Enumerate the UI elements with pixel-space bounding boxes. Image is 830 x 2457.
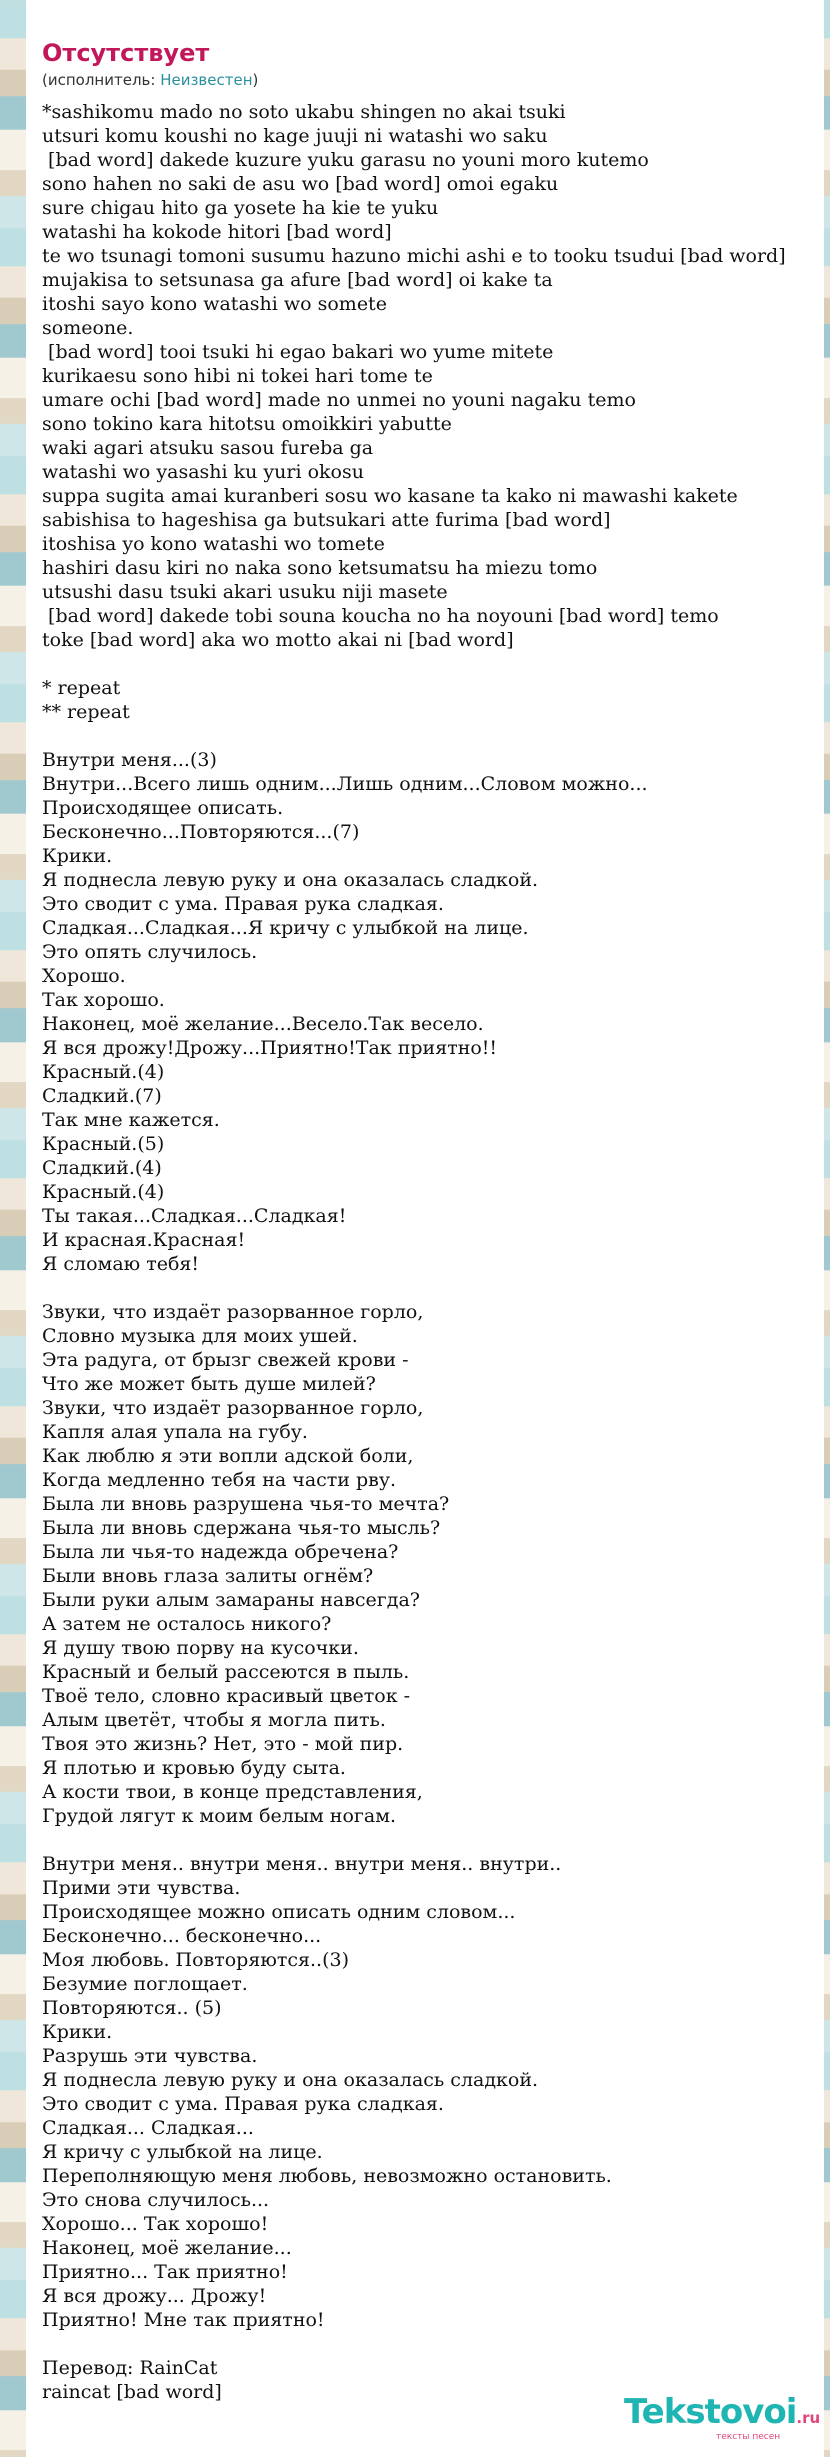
lyric-line: Разрушь эти чувства.: [42, 2045, 258, 2067]
lyric-line: watashi ha kokode hitori [bad word]: [42, 221, 392, 243]
lyric-line: Была ли чья-то надежда обречена?: [42, 1541, 399, 1563]
lyric-line: Я сломаю тебя!: [42, 1253, 200, 1275]
lyric-line: Крики.: [42, 845, 113, 867]
lyric-line: Были руки алым замараны навсегда?: [42, 1589, 420, 1611]
lyric-line: Я вся дрожу!Дрожу...Приятно!Так приятно!!: [42, 1037, 498, 1059]
lyric-line: Красный.(4): [42, 1061, 165, 1083]
lyric-line: Происходящее можно описать одним словом...: [42, 1901, 516, 1923]
lyric-line: А кости твои, в конце представления,: [42, 1781, 423, 1803]
lyric-line: Красный и белый рассеются в пыль.: [42, 1661, 410, 1683]
lyric-line: Внутри...Всего лишь одним...Лишь одним...Словом можно...: [42, 773, 648, 795]
lyric-line: [42, 1828, 824, 1852]
lyric-line: Так мне кажется.: [42, 1109, 220, 1131]
site-logo[interactable]: [624, 2392, 830, 2452]
lyric-line: Я вся дрожу... Дрожу!: [42, 2285, 267, 2307]
lyric-line: Это опять случилось.: [42, 941, 258, 963]
lyric-line: Прими эти чувства.: [42, 1877, 241, 1899]
lyric-line: toke [bad word] aka wo motto akai ni [bad word]: [42, 629, 514, 651]
lyric-line: Алым цветёт, чтобы я могла пить.: [42, 1709, 386, 1731]
lyric-line: А затем не осталось никого?: [42, 1613, 332, 1635]
lyric-line: sono hahen no saki de asu wo [bad word] omoi egaku: [42, 173, 559, 195]
lyric-line: te wo tsunagi tomoni susumu hazuno michi ashi e to tooku tsudui [bad word]: [42, 245, 786, 267]
artist-line: [42, 70, 258, 90]
lyric-line: * repeat: [42, 677, 121, 699]
lyric-line: Безумие поглощает.: [42, 1973, 248, 1995]
lyric-line: Крики.: [42, 2021, 113, 2043]
artist-link[interactable]: Неизвестен: [160, 71, 253, 89]
lyric-line: hashiri dasu kiri no naka sono ketsumatsu ha miezu tomo: [42, 557, 598, 579]
lyric-line: Сладкая... Сладкая...: [42, 2117, 254, 2139]
lyric-line: utsuri komu koushi no kage juuji ni watashi wo saku: [42, 125, 548, 147]
song-header: [42, 38, 258, 90]
lyric-line: Когда медленно тебя на части рву.: [42, 1469, 397, 1491]
lyric-line: [42, 652, 824, 676]
lyric-line: Красный.(5): [42, 1133, 165, 1155]
lyric-line: Сладкий.(4): [42, 1157, 162, 1179]
lyric-line: И красная.Красная!: [42, 1229, 246, 1251]
lyric-line: Происходящее описать.: [42, 797, 284, 819]
lyric-line: umare ochi [bad word] made no unmei no youni nagaku temo: [42, 389, 636, 411]
lyric-line: ** repeat: [42, 701, 130, 723]
lyric-line: Я кричу с улыбкой на лице.: [42, 2141, 323, 2163]
lyric-line: Перевод: RainCat: [42, 2357, 218, 2379]
lyric-line: Так хорошо.: [42, 989, 165, 1011]
lyric-line: Повторяются.. (5): [42, 1997, 222, 2019]
lyric-line: Твоя это жизнь? Нет, это - мой пир.: [42, 1733, 404, 1755]
lyric-line: Грудой лягут к моим белым ногам.: [42, 1805, 397, 1827]
lyric-line: Твоё тело, словно красивый цветок -: [42, 1685, 411, 1707]
lyric-line: Были вновь глаза залиты огнём?: [42, 1565, 374, 1587]
lyric-line: Была ли вновь сдержана чья-то мысль?: [42, 1517, 441, 1539]
lyric-line: sabishisa to hageshisa ga butsukari atte furima [bad word]: [42, 509, 611, 531]
lyric-line: Моя любовь. Повторяются..(3): [42, 1949, 350, 1971]
artist-prefix: (исполнитель:: [42, 71, 161, 89]
lyric-line: Я плотью и кровью буду сыта.: [42, 1757, 346, 1779]
artist-suffix: ): [252, 71, 259, 89]
lyric-line: Красный.(4): [42, 1181, 165, 1203]
lyric-line: itoshi sayo kono watashi wo somete: [42, 293, 387, 315]
lyrics-card: [26, 0, 824, 2457]
lyric-line: suppa sugita amai kuranberi sosu wo kasane ta kako ni mawashi kakete: [42, 485, 738, 507]
lyric-line: Как люблю я эти вопли адской боли,: [42, 1445, 414, 1467]
lyric-line: [bad word] dakede tobi souna koucha no ha noyouni [bad word] temo: [42, 605, 719, 627]
lyric-line: Приятно! Мне так приятно!: [42, 2309, 325, 2331]
lyric-line: Хорошо... Так хорошо!: [42, 2213, 269, 2235]
lyric-line: Бесконечно... бесконечно...: [42, 1925, 322, 1947]
lyric-line: Я поднесла левую руку и она оказалась сладкой.: [42, 869, 539, 891]
lyric-line: Была ли вновь разрушена чья-то мечта?: [42, 1493, 450, 1515]
lyric-line: [42, 2332, 824, 2356]
lyric-line: raincat [bad word]: [42, 2381, 222, 2403]
lyric-line: Хорошо.: [42, 965, 126, 987]
lyric-line: someone.: [42, 317, 134, 339]
lyric-line: Наконец, моё желание...: [42, 2237, 292, 2259]
lyric-line: Это сводит с ума. Правая рука сладкая.: [42, 893, 444, 915]
lyric-line: [42, 724, 824, 748]
lyric-line: Словно музыка для моих ушей.: [42, 1325, 358, 1347]
lyric-line: Внутри меня.. внутри меня.. внутри меня.. внутри..: [42, 1853, 562, 1875]
lyric-line: Я душу твою порву на кусочки.: [42, 1637, 359, 1659]
lyric-line: Это сводит с ума. Правая рука сладкая.: [42, 2093, 444, 2115]
lyric-line: Звуки, что издаёт разорванное горло,: [42, 1397, 424, 1419]
lyric-line: [bad word] dakede kuzure yuku garasu no youni moro kutemo: [42, 149, 649, 171]
lyric-line: sono tokino kara hitotsu omoikkiri yabutte: [42, 413, 452, 435]
lyric-line: Внутри меня...(3): [42, 749, 217, 771]
lyric-line: Ты такая...Сладкая...Сладкая!: [42, 1205, 347, 1227]
lyric-line: sure chigau hito ga yosete ha kie te yuku: [42, 197, 439, 219]
lyric-line: Наконец, моё желание...Весело.Так весело.: [42, 1013, 484, 1035]
logo-tagline: тексты песен: [716, 2432, 781, 2442]
lyric-line: mujakisa to setsunasa ga afure [bad word] oi kake ta: [42, 269, 553, 291]
lyric-line: Сладкая...Сладкая...Я кричу с улыбкой на лице.: [42, 917, 529, 939]
lyric-line: kurikaesu sono hibi ni tokei hari tome te: [42, 365, 433, 387]
logo-name: Tekstovoi: [624, 2392, 797, 2432]
lyrics-text: [42, 100, 824, 2404]
lyric-line: Я поднесла левую руку и она оказалась сладкой.: [42, 2069, 539, 2091]
lyric-line: [42, 1276, 824, 1300]
lyric-line: Переполняющую меня любовь, невозможно остановить.: [42, 2165, 612, 2187]
lyric-line: *sashikomu mado no soto ukabu shingen no akai tsuki: [42, 101, 566, 123]
lyric-line: waki agari atsuku sasou fureba ga: [42, 437, 374, 459]
lyric-line: [bad word] tooi tsuki hi egao bakari wo yume mitete: [42, 341, 554, 363]
lyric-line: Сладкий.(7): [42, 1085, 162, 1107]
lyric-line: Эта радуга, от брызг свежей крови -: [42, 1349, 409, 1371]
lyric-line: Капля алая упала на губу.: [42, 1421, 308, 1443]
lyric-line: Приятно... Так приятно!: [42, 2261, 288, 2283]
song-title: Отсутствует: [42, 39, 210, 67]
lyric-line: watashi wo yasashi ku yuri okosu: [42, 461, 364, 483]
lyric-line: Что же может быть душе милей?: [42, 1373, 376, 1395]
lyric-line: Звуки, что издаёт разорванное горло,: [42, 1301, 424, 1323]
lyric-line: itoshisa yo kono watashi wo tomete: [42, 533, 385, 555]
lyric-line: Это снова случилось...: [42, 2189, 270, 2211]
logo-tld: .ru: [796, 2409, 821, 2427]
lyric-line: utsushi dasu tsuki akari usuku niji masete: [42, 581, 448, 603]
lyric-line: Бесконечно...Повторяются...(7): [42, 821, 360, 843]
